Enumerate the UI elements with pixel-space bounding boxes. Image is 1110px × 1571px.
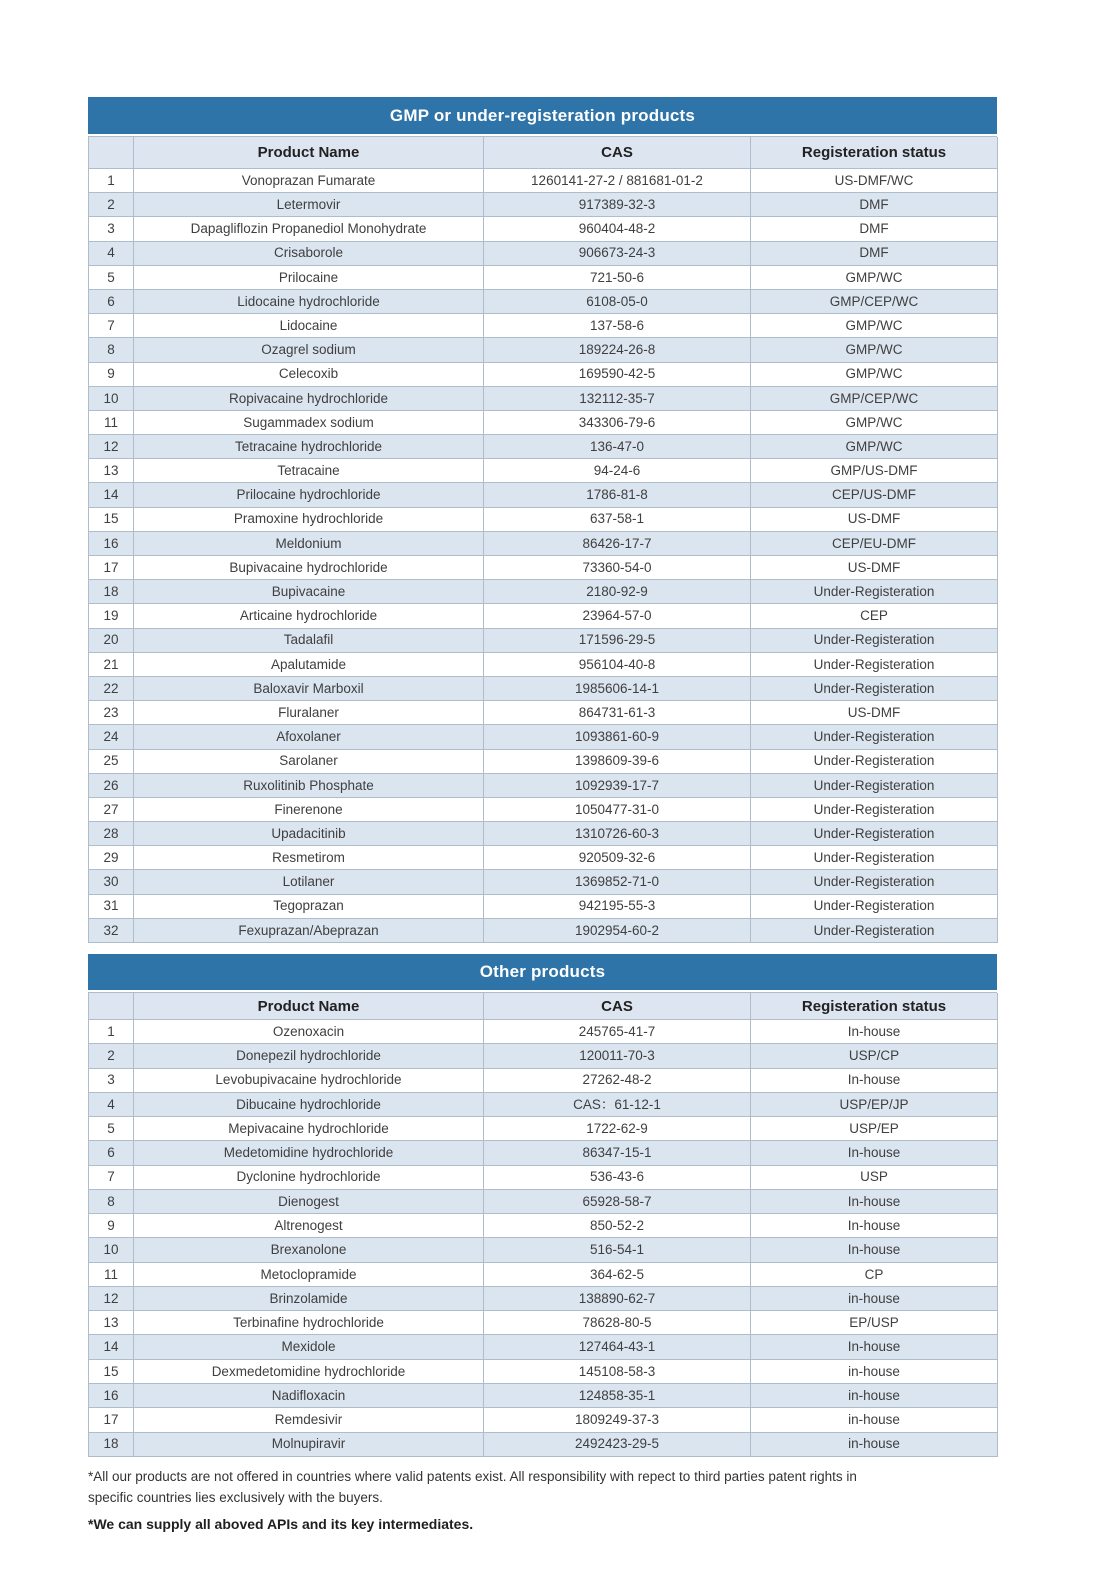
registeration-status-cell: in-house	[751, 1384, 998, 1408]
product-name-cell: Ropivacaine hydrochloride	[134, 387, 484, 411]
table-spacer	[88, 943, 997, 954]
table-row	[89, 870, 998, 894]
row-index-cell: 13	[89, 459, 134, 483]
product-name-cell: Upadacitinib	[134, 822, 484, 846]
row-index-cell: 5	[89, 1117, 134, 1141]
table-row	[89, 217, 998, 241]
cas-cell: 1093861-60-9	[484, 725, 751, 749]
registeration-status-cell: in-house	[751, 1360, 998, 1384]
column-header-registeration-status: Registeration status	[751, 993, 998, 1020]
patent-disclaimer-note: *All our products are not offered in countries where valid patents exist. All responsibility with repect to third parties patent rights in specific countries lies exclusively with the buyers.	[88, 1468, 857, 1506]
cas-cell: 1722-62-9	[484, 1117, 751, 1141]
cas-cell: 27262-48-2	[484, 1069, 751, 1093]
column-header-index	[89, 137, 134, 169]
table-row	[89, 483, 998, 507]
product-name-cell: Fluralaner	[134, 701, 484, 725]
cas-cell: 343306-79-6	[484, 411, 751, 435]
table-row	[89, 919, 998, 943]
cas-cell: 1050477-31-0	[484, 798, 751, 822]
row-index-cell: 11	[89, 411, 134, 435]
product-name-cell: Lotilaner	[134, 870, 484, 894]
registeration-status-cell: USP/EP/JP	[751, 1093, 998, 1117]
product-name-cell: Dapagliflozin Propanediol Monohydrate	[134, 217, 484, 241]
column-header-product-name: Product Name	[134, 993, 484, 1020]
cas-cell: 364-62-5	[484, 1263, 751, 1287]
table-row	[89, 580, 998, 604]
footnotes	[88, 1466, 997, 1532]
row-index-cell: 25	[89, 750, 134, 774]
cas-cell: 1398609-39-6	[484, 750, 751, 774]
row-index-cell: 17	[89, 1408, 134, 1432]
table-row	[89, 1141, 998, 1165]
row-index-cell: 16	[89, 532, 134, 556]
other-table-body	[88, 1020, 997, 1457]
product-name-cell: Tegoprazan	[134, 895, 484, 919]
product-name-cell: Metoclopramide	[134, 1263, 484, 1287]
cas-cell: 1786-81-8	[484, 483, 751, 507]
row-index-cell: 27	[89, 798, 134, 822]
row-index-cell: 28	[89, 822, 134, 846]
table-row	[89, 1117, 998, 1141]
product-name-cell: Resmetirom	[134, 846, 484, 870]
registeration-status-cell: US-DMF	[751, 508, 998, 532]
product-name-cell: Altrenogest	[134, 1214, 484, 1238]
table-row	[89, 604, 998, 628]
product-name-cell: Brinzolamide	[134, 1287, 484, 1311]
registeration-status-cell: CEP/EU-DMF	[751, 532, 998, 556]
row-index-cell: 20	[89, 629, 134, 653]
row-index-cell: 1	[89, 1020, 134, 1044]
table-row	[89, 895, 998, 919]
cas-cell: CAS：61-12-1	[484, 1093, 751, 1117]
cas-cell: 1809249-37-3	[484, 1408, 751, 1432]
column-header-registeration-status: Registeration status	[751, 137, 998, 169]
cas-cell: 956104-40-8	[484, 653, 751, 677]
cas-cell: 73360-54-0	[484, 556, 751, 580]
cas-cell: 6108-05-0	[484, 290, 751, 314]
supply-note: *We can supply all aboved APIs and its key intermediates.	[88, 1515, 474, 1532]
column-header-index	[89, 993, 134, 1020]
cas-cell: 245765-41-7	[484, 1020, 751, 1044]
product-name-cell: Articaine hydrochloride	[134, 604, 484, 628]
table-row	[89, 701, 998, 725]
cas-cell: 86347-15-1	[484, 1141, 751, 1165]
row-index-cell: 19	[89, 604, 134, 628]
row-index-cell: 32	[89, 919, 134, 943]
registeration-status-cell: in-house	[751, 1433, 998, 1457]
registeration-status-cell: GMP/CEP/WC	[751, 290, 998, 314]
row-index-cell: 9	[89, 1214, 134, 1238]
row-index-cell: 14	[89, 483, 134, 507]
table-row	[89, 193, 998, 217]
registeration-status-cell: In-house	[751, 1214, 998, 1238]
registeration-status-cell: GMP/WC	[751, 338, 998, 362]
row-index-cell: 14	[89, 1335, 134, 1359]
product-name-cell: Letermovir	[134, 193, 484, 217]
registeration-status-cell: In-house	[751, 1190, 998, 1214]
row-index-cell: 23	[89, 701, 134, 725]
cas-cell: 127464-43-1	[484, 1335, 751, 1359]
table-row	[89, 411, 998, 435]
cas-cell: 850-52-2	[484, 1214, 751, 1238]
table-row	[89, 725, 998, 749]
table-row	[89, 1287, 998, 1311]
registeration-status-cell: GMP/WC	[751, 266, 998, 290]
cas-cell: 136-47-0	[484, 435, 751, 459]
row-index-cell: 10	[89, 1238, 134, 1262]
product-name-cell: Ozagrel sodium	[134, 338, 484, 362]
registeration-status-cell: US-DMF/WC	[751, 169, 998, 193]
row-index-cell: 30	[89, 870, 134, 894]
cas-cell: 145108-58-3	[484, 1360, 751, 1384]
column-header-cas: CAS	[484, 137, 751, 169]
cas-cell: 1260141-27-2 / 881681-01-2	[484, 169, 751, 193]
cas-cell: 942195-55-3	[484, 895, 751, 919]
table-row	[89, 677, 998, 701]
cas-cell: 132112-35-7	[484, 387, 751, 411]
row-index-cell: 21	[89, 653, 134, 677]
row-index-cell: 9	[89, 363, 134, 387]
product-name-cell: Meldonium	[134, 532, 484, 556]
product-name-cell: Brexanolone	[134, 1238, 484, 1262]
registeration-status-cell: Under-Registeration	[751, 774, 998, 798]
table-row	[89, 266, 998, 290]
gmp-table-body	[88, 169, 997, 943]
row-index-cell: 17	[89, 556, 134, 580]
cas-cell: 78628-80-5	[484, 1311, 751, 1335]
cas-cell: 1985606-14-1	[484, 677, 751, 701]
cas-cell: 23964-57-0	[484, 604, 751, 628]
cas-cell: 637-58-1	[484, 508, 751, 532]
product-name-cell: Prilocaine	[134, 266, 484, 290]
cas-cell: 960404-48-2	[484, 217, 751, 241]
product-name-cell: Medetomidine hydrochloride	[134, 1141, 484, 1165]
row-index-cell: 6	[89, 1141, 134, 1165]
row-index-cell: 18	[89, 580, 134, 604]
registeration-status-cell: In-house	[751, 1141, 998, 1165]
page-content	[88, 97, 997, 1532]
product-name-cell: Celecoxib	[134, 363, 484, 387]
registeration-status-cell: CEP/US-DMF	[751, 483, 998, 507]
product-name-cell: Bupivacaine	[134, 580, 484, 604]
registeration-status-cell: Under-Registeration	[751, 677, 998, 701]
table-row	[89, 846, 998, 870]
product-name-cell: Mexidole	[134, 1335, 484, 1359]
registeration-status-cell: GMP/WC	[751, 435, 998, 459]
row-index-cell: 6	[89, 290, 134, 314]
cas-cell: 1092939-17-7	[484, 774, 751, 798]
table-row	[89, 1190, 998, 1214]
registeration-status-cell: Under-Registeration	[751, 846, 998, 870]
product-name-cell: Ruxolitinib Phosphate	[134, 774, 484, 798]
table-row	[89, 532, 998, 556]
table-row	[89, 459, 998, 483]
row-index-cell: 12	[89, 435, 134, 459]
row-index-cell: 10	[89, 387, 134, 411]
product-name-cell: Sarolaner	[134, 750, 484, 774]
registeration-status-cell: EP/USP	[751, 1311, 998, 1335]
row-index-cell: 16	[89, 1384, 134, 1408]
registeration-status-cell: GMP/US-DMF	[751, 459, 998, 483]
row-index-cell: 5	[89, 266, 134, 290]
table-row	[89, 1311, 998, 1335]
table-row	[89, 556, 998, 580]
table-row	[89, 1335, 998, 1359]
cas-cell: 86426-17-7	[484, 532, 751, 556]
product-name-cell: Mepivacaine hydrochloride	[134, 1117, 484, 1141]
row-index-cell: 4	[89, 242, 134, 266]
cas-cell: 721-50-6	[484, 266, 751, 290]
product-name-cell: Lidocaine	[134, 314, 484, 338]
registeration-status-cell: Under-Registeration	[751, 870, 998, 894]
cas-cell: 171596-29-5	[484, 629, 751, 653]
table-row	[89, 798, 998, 822]
row-index-cell: 15	[89, 1360, 134, 1384]
registeration-status-cell: GMP/WC	[751, 411, 998, 435]
registeration-status-cell: in-house	[751, 1287, 998, 1311]
row-index-cell: 7	[89, 314, 134, 338]
registeration-status-cell: DMF	[751, 217, 998, 241]
product-name-cell: Tadalafil	[134, 629, 484, 653]
cas-cell: 65928-58-7	[484, 1190, 751, 1214]
row-index-cell: 3	[89, 1069, 134, 1093]
registeration-status-cell: In-house	[751, 1335, 998, 1359]
gmp-table-title: GMP or under-registeration products	[88, 97, 997, 134]
table-row	[89, 1238, 998, 1262]
registeration-status-cell: Under-Registeration	[751, 725, 998, 749]
row-index-cell: 31	[89, 895, 134, 919]
cas-cell: 124858-35-1	[484, 1384, 751, 1408]
row-index-cell: 8	[89, 338, 134, 362]
table-row	[89, 1384, 998, 1408]
cas-cell: 169590-42-5	[484, 363, 751, 387]
product-name-cell: Ozenoxacin	[134, 1020, 484, 1044]
registeration-status-cell: USP	[751, 1166, 998, 1190]
table-row	[89, 290, 998, 314]
product-name-cell: Dibucaine hydrochloride	[134, 1093, 484, 1117]
row-index-cell: 29	[89, 846, 134, 870]
cas-cell: 917389-32-3	[484, 193, 751, 217]
table-row	[89, 1263, 998, 1287]
gmp-table-header-row	[88, 136, 997, 169]
product-name-cell: Tetracaine	[134, 459, 484, 483]
product-name-cell: Terbinafine hydrochloride	[134, 1311, 484, 1335]
product-name-cell: Dienogest	[134, 1190, 484, 1214]
other-products-table	[88, 954, 997, 1457]
table-row	[89, 314, 998, 338]
row-index-cell: 7	[89, 1166, 134, 1190]
registeration-status-cell: US-DMF	[751, 556, 998, 580]
product-name-cell: Sugammadex sodium	[134, 411, 484, 435]
product-name-cell: Afoxolaner	[134, 725, 484, 749]
table-row	[89, 1093, 998, 1117]
product-name-cell: Molnupiravir	[134, 1433, 484, 1457]
row-index-cell: 15	[89, 508, 134, 532]
row-index-cell: 3	[89, 217, 134, 241]
table-row	[89, 750, 998, 774]
registeration-status-cell: In-house	[751, 1238, 998, 1262]
registeration-status-cell: USP/EP	[751, 1117, 998, 1141]
product-name-cell: Donepezil hydrochloride	[134, 1044, 484, 1068]
row-index-cell: 1	[89, 169, 134, 193]
cas-cell: 189224-26-8	[484, 338, 751, 362]
table-row	[89, 1433, 998, 1457]
registeration-status-cell: Under-Registeration	[751, 822, 998, 846]
table-row	[89, 363, 998, 387]
row-index-cell: 2	[89, 1044, 134, 1068]
product-name-cell: Dyclonine hydrochloride	[134, 1166, 484, 1190]
product-name-cell: Pramoxine hydrochloride	[134, 508, 484, 532]
row-index-cell: 12	[89, 1287, 134, 1311]
product-name-cell: Tetracaine hydrochloride	[134, 435, 484, 459]
table-row	[89, 1214, 998, 1238]
cas-cell: 1902954-60-2	[484, 919, 751, 943]
product-name-cell: Bupivacaine hydrochloride	[134, 556, 484, 580]
product-name-cell: Dexmedetomidine hydrochloride	[134, 1360, 484, 1384]
row-index-cell: 13	[89, 1311, 134, 1335]
registeration-status-cell: In-house	[751, 1020, 998, 1044]
table-row	[89, 822, 998, 846]
table-row	[89, 242, 998, 266]
registeration-status-cell: in-house	[751, 1408, 998, 1432]
other-table-header-row	[88, 992, 997, 1020]
table-row	[89, 629, 998, 653]
registeration-status-cell: CEP	[751, 604, 998, 628]
table-row	[89, 1360, 998, 1384]
row-index-cell: 2	[89, 193, 134, 217]
product-name-cell: Fexuprazan/Abeprazan	[134, 919, 484, 943]
cas-cell: 1369852-71-0	[484, 870, 751, 894]
registeration-status-cell: Under-Registeration	[751, 798, 998, 822]
registeration-status-cell: Under-Registeration	[751, 919, 998, 943]
table-row	[89, 387, 998, 411]
cas-cell: 94-24-6	[484, 459, 751, 483]
product-name-cell: Baloxavir Marboxil	[134, 677, 484, 701]
registeration-status-cell: Under-Registeration	[751, 653, 998, 677]
registeration-status-cell: DMF	[751, 242, 998, 266]
cas-cell: 120011-70-3	[484, 1044, 751, 1068]
registeration-status-cell: In-house	[751, 1069, 998, 1093]
registeration-status-cell: DMF	[751, 193, 998, 217]
registeration-status-cell: USP/CP	[751, 1044, 998, 1068]
cas-cell: 2492423-29-5	[484, 1433, 751, 1457]
registeration-status-cell: Under-Registeration	[751, 629, 998, 653]
product-name-cell: Levobupivacaine hydrochloride	[134, 1069, 484, 1093]
cas-cell: 137-58-6	[484, 314, 751, 338]
product-name-cell: Apalutamide	[134, 653, 484, 677]
table-row	[89, 653, 998, 677]
row-index-cell: 26	[89, 774, 134, 798]
registeration-status-cell: US-DMF	[751, 701, 998, 725]
registeration-status-cell: Under-Registeration	[751, 750, 998, 774]
registeration-status-cell: GMP/WC	[751, 314, 998, 338]
row-index-cell: 24	[89, 725, 134, 749]
product-name-cell: Remdesivir	[134, 1408, 484, 1432]
table-row	[89, 1069, 998, 1093]
row-index-cell: 18	[89, 1433, 134, 1457]
cas-cell: 906673-24-3	[484, 242, 751, 266]
row-index-cell: 11	[89, 1263, 134, 1287]
product-name-cell: Finerenone	[134, 798, 484, 822]
product-name-cell: Crisaborole	[134, 242, 484, 266]
gmp-products-table	[88, 97, 997, 943]
cas-cell: 138890-62-7	[484, 1287, 751, 1311]
product-name-cell: Nadifloxacin	[134, 1384, 484, 1408]
column-header-product-name: Product Name	[134, 137, 484, 169]
cas-cell: 516-54-1	[484, 1238, 751, 1262]
cas-cell: 864731-61-3	[484, 701, 751, 725]
product-name-cell: Prilocaine hydrochloride	[134, 483, 484, 507]
cas-cell: 536-43-6	[484, 1166, 751, 1190]
table-row	[89, 1408, 998, 1432]
table-row	[89, 508, 998, 532]
product-name-cell: Vonoprazan Fumarate	[134, 169, 484, 193]
row-index-cell: 8	[89, 1190, 134, 1214]
registeration-status-cell: CP	[751, 1263, 998, 1287]
other-table-title: Other products	[88, 954, 997, 990]
cas-cell: 2180-92-9	[484, 580, 751, 604]
table-row	[89, 338, 998, 362]
table-row	[89, 169, 998, 193]
registeration-status-cell: Under-Registeration	[751, 580, 998, 604]
registeration-status-cell: GMP/CEP/WC	[751, 387, 998, 411]
table-row	[89, 774, 998, 798]
table-row	[89, 1020, 998, 1044]
cas-cell: 920509-32-6	[484, 846, 751, 870]
cas-cell: 1310726-60-3	[484, 822, 751, 846]
registeration-status-cell: Under-Registeration	[751, 895, 998, 919]
table-row	[89, 1166, 998, 1190]
product-name-cell: Lidocaine hydrochloride	[134, 290, 484, 314]
row-index-cell: 22	[89, 677, 134, 701]
table-row	[89, 435, 998, 459]
registeration-status-cell: GMP/WC	[751, 363, 998, 387]
column-header-cas: CAS	[484, 993, 751, 1020]
table-row	[89, 1044, 998, 1068]
row-index-cell: 4	[89, 1093, 134, 1117]
